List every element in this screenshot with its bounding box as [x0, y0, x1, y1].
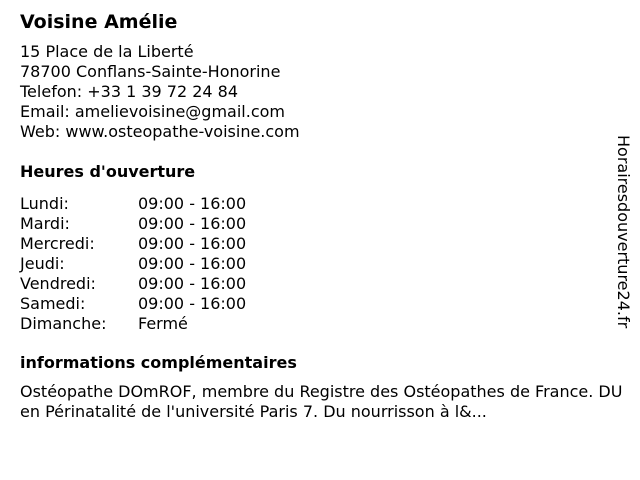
hours-day: Vendredi:: [20, 274, 96, 293]
hours-table: [20, 194, 246, 334]
hours-day: Mercredi:: [20, 234, 95, 253]
business-name: Voisine Amélie: [20, 11, 178, 33]
hours-day: Mardi:: [20, 214, 70, 233]
contact-block: [20, 42, 620, 142]
hours-row-saturday: [20, 294, 246, 314]
hours-time: Fermé: [138, 314, 188, 333]
hours-row-tuesday: [20, 214, 246, 234]
web-line: Web: www.osteopathe-voisine.com: [20, 122, 300, 141]
email-line: Email: amelievoisine@gmail.com: [20, 102, 285, 121]
address-street: 15 Place de la Liberté: [20, 42, 194, 61]
hours-title: Heures d'ouverture: [20, 162, 196, 181]
hours-time: 09:00 - 16:00: [138, 254, 247, 273]
hours-row-wednesday: [20, 234, 246, 254]
hours-row-friday: [20, 274, 246, 294]
hours-time: 09:00 - 16:00: [138, 274, 247, 293]
hours-time: 09:00 - 16:00: [138, 214, 247, 233]
info-title: informations complémentaires: [20, 353, 297, 372]
hours-row-monday: [20, 194, 246, 214]
hours-day: Jeudi:: [20, 254, 65, 273]
hours-day: Samedi:: [20, 294, 86, 313]
hours-row-thursday: [20, 254, 246, 274]
phone-line: Telefon: +33 1 39 72 24 84: [20, 82, 239, 101]
hours-time: 09:00 - 16:00: [138, 194, 247, 213]
address-city: 78700 Conflans-Sainte-Honorine: [20, 62, 281, 81]
hours-day: Lundi:: [20, 194, 69, 213]
site-watermark: Horairesdouverture24.fr: [614, 135, 633, 329]
hours-time: 09:00 - 16:00: [138, 234, 247, 253]
business-card: [20, 8, 623, 421]
hours-row-sunday: [20, 314, 246, 334]
hours-day: Dimanche:: [20, 314, 107, 333]
hours-time: 09:00 - 16:00: [138, 294, 247, 313]
info-text: Ostéopathe DOmROF, membre du Registre des Ostéopathes de France. DU en Périnatalité de l'université Paris 7. Du nourrisson à l&...: [20, 382, 623, 421]
